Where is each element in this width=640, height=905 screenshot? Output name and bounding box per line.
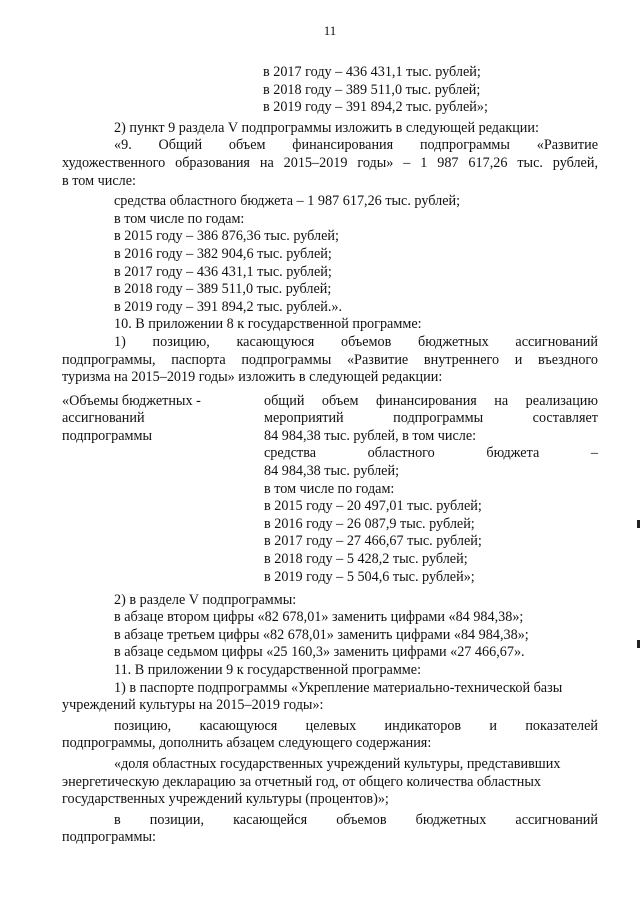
table-right-cell: 84 984,38 тыс. рублей, в том числе: [264, 427, 477, 444]
paragraph-9-budget: средства областного бюджета – 1 987 617,26 тыс. рублей; [114, 193, 461, 210]
paragraph-11-quote: «доля областных государственных учреждений культуры, представивших [114, 756, 561, 773]
paragraph-10-line: подпрограммы, паспорта подпрограммы «Развитие внутреннего и въездного [62, 351, 598, 368]
table-left-cell: «Объемы бюджетных - [62, 392, 201, 409]
paragraph-11-quote: энергетическую декларацию за отчетный год, от общего количества областных [62, 773, 541, 790]
table-right-cell: средства областного бюджета – [264, 445, 598, 462]
paragraph-11-position: подпрограммы, дополнить абзацем следующего содержания: [62, 735, 432, 752]
table-right-column [264, 393, 598, 587]
list-item: в 2019 году – 391 894,2 тыс. рублей»; [263, 99, 488, 116]
paragraph-item2: 2) пункт 9 раздела V подпрограммы изложить в следующей редакции: [114, 119, 539, 136]
section-heading-11: 11. В приложении 9 к государственной программе: [114, 662, 422, 679]
budget-table [62, 393, 598, 588]
table-year-item: в 2018 году – 5 428,2 тыс. рублей; [264, 551, 468, 568]
table-year-item: в 2016 году – 26 087,9 тыс. рублей; [264, 515, 475, 532]
section-heading-10: 10. В приложении 8 к государственной программе: [114, 316, 422, 333]
list-item: в 2018 году – 389 511,0 тыс. рублей; [263, 81, 481, 98]
paragraph-9-byyears: в том числе по годам: [114, 210, 245, 227]
paragraph-section5: 2) в разделе V подпрограммы: [114, 591, 297, 608]
page-number: 11 [323, 23, 337, 38]
table-right-cell: мероприятий подпрограммы составляет [264, 410, 598, 427]
paragraph-11-last: подпрограммы: [62, 829, 156, 846]
paragraph-11-last: в позиции, касающейся объемов бюджетных ассигнований [114, 811, 598, 828]
paragraph-abz2: в абзаце втором цифры «82 678,01» заменить цифрами «84 984,38»; [114, 609, 524, 626]
paragraph-9-line: в том числе: [62, 172, 136, 189]
list-item: в 2018 году – 389 511,0 тыс. рублей; [114, 281, 332, 298]
list-item: в 2017 году – 436 431,1 тыс. рублей; [263, 64, 481, 80]
table-year-item: в 2015 году – 20 497,01 тыс. рублей; [264, 498, 482, 515]
table-right-cell: в том числе по годам: [264, 480, 395, 497]
paragraph-10-line: туризма на 2015–2019 годы» изложить в следующей редакции: [62, 369, 443, 386]
list-item: в 2017 году – 436 431,1 тыс. рублей; [114, 263, 332, 280]
paragraph-11-line: 1) в паспорте подпрограммы «Укрепление материально-технической базы [114, 679, 563, 696]
list-item: в 2019 году – 391 894,2 тыс. рублей.». [114, 298, 343, 315]
paragraph-9-line: «9. Общий объем финансирования подпрограммы «Развитие [114, 137, 598, 154]
paragraph-abz3: в абзаце третьем цифры «82 678,01» заменить цифрами «84 984,38»; [114, 626, 529, 643]
paragraph-9-line: художественного образования на 2015–2019 годы» – 1 987 617,26 тыс. рублей, [62, 154, 598, 171]
table-year-item: в 2017 году – 27 466,67 тыс. рублей; [264, 533, 482, 550]
paragraph-11-quote: государственных учреждений культуры (процентов)»; [62, 791, 389, 808]
table-right-cell: 84 984,38 тыс. рублей; [264, 463, 400, 480]
paragraph-11-line: учреждений культуры на 2015–2019 годы»: [62, 697, 324, 714]
table-left-cell: подпрограммы [62, 427, 152, 444]
document-body [62, 64, 598, 847]
list-item: в 2015 году – 386 876,36 тыс. рублей; [114, 228, 339, 245]
table-year-item: в 2019 году – 5 504,6 тыс. рублей»; [264, 568, 475, 585]
table-left-cell: ассигнований [62, 410, 145, 427]
table-right-cell: общий объем финансирования на реализацию [264, 392, 598, 409]
table-left-column [62, 393, 252, 446]
paragraph-10-line: 1) позицию, касающуюся объемов бюджетных ассигнований [114, 333, 598, 350]
list-item: в 2016 году – 382 904,6 тыс. рублей; [114, 245, 332, 262]
paragraph-11-position: позицию, касающуюся целевых индикаторов и показателей [114, 717, 598, 734]
paragraph-abz7: в абзаце седьмом цифры «25 160,3» заменить цифрами «27 466,67». [114, 644, 525, 661]
